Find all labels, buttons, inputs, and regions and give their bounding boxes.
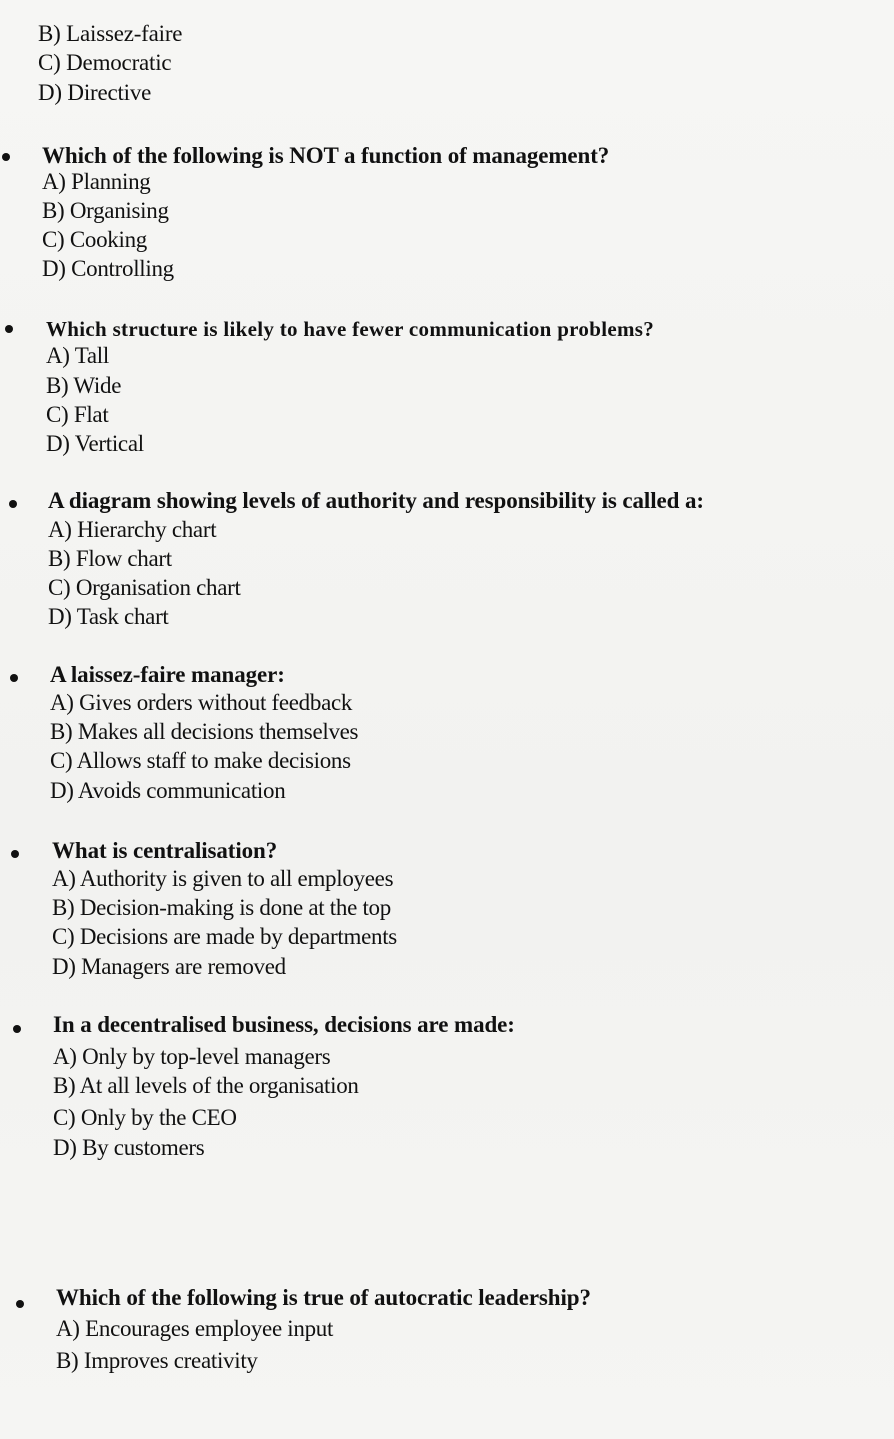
question-1-option-d: D) Controlling xyxy=(42,256,174,281)
question-4-option-a: A) Gives orders without feedback xyxy=(50,690,353,715)
question-3-option-d: D) Task chart xyxy=(48,604,169,629)
question-3-option-c: C) Organisation chart xyxy=(48,575,241,600)
question-5-option-d: D) Managers are removed xyxy=(52,954,286,979)
question-4-option-c: C) Allows staff to make decisions xyxy=(50,748,351,773)
question-6-option-a: A) Only by top-level managers xyxy=(53,1044,331,1069)
question-4: A laissez-faire manager: xyxy=(50,662,285,687)
question-1: Which of the following is NOT a function of management? xyxy=(42,143,610,168)
bullet-icon xyxy=(11,850,19,858)
question-1-option-c: C) Cooking xyxy=(42,227,147,252)
question-4-option-d: D) Avoids communication xyxy=(50,778,286,803)
question-1-option-b: B) Organising xyxy=(42,198,169,223)
question-2-option-c: C) Flat xyxy=(46,402,109,427)
question-5-option-a: A) Authority is given to all employees xyxy=(52,866,394,891)
bullet-icon xyxy=(16,1300,24,1308)
continued-option-b: B) Laissez-faire xyxy=(38,21,183,46)
question-5-option-b: B) Decision-making is done at the top xyxy=(52,895,391,920)
bullet-icon xyxy=(13,1025,21,1033)
question-3-option-b: B) Flow chart xyxy=(48,546,172,571)
bullet-icon xyxy=(5,325,13,333)
question-2: Which structure is likely to have fewer communication problems? xyxy=(46,317,655,341)
question-7-option-a: A) Encourages employee input xyxy=(56,1316,334,1341)
question-3: A diagram showing levels of authority and responsibility is called a: xyxy=(48,488,704,513)
question-5-option-c: C) Decisions are made by departments xyxy=(52,924,397,949)
continued-option-c: C) Democratic xyxy=(38,50,172,75)
question-1-option-a: A) Planning xyxy=(42,169,151,194)
question-5: What is centralisation? xyxy=(52,838,278,863)
question-6-option-b: B) At all levels of the organisation xyxy=(53,1073,359,1098)
question-3-option-a: A) Hierarchy chart xyxy=(48,517,217,542)
question-7-option-b: B) Improves creativity xyxy=(56,1348,258,1373)
question-6-option-d: D) By customers xyxy=(53,1135,205,1160)
question-4-option-b: B) Makes all decisions themselves xyxy=(50,719,359,744)
bullet-icon xyxy=(2,153,10,161)
question-6: In a decentralised business, decisions are made: xyxy=(53,1012,515,1037)
question-7: Which of the following is true of autocratic leadership? xyxy=(56,1285,591,1310)
question-2-option-b: B) Wide xyxy=(46,373,122,398)
bullet-icon xyxy=(9,500,17,508)
question-6-option-c: C) Only by the CEO xyxy=(53,1105,237,1130)
continued-option-d: D) Directive xyxy=(38,80,152,105)
bullet-icon xyxy=(10,674,18,682)
question-2-option-a: A) Tall xyxy=(46,343,109,368)
question-2-option-d: D) Vertical xyxy=(46,431,144,456)
